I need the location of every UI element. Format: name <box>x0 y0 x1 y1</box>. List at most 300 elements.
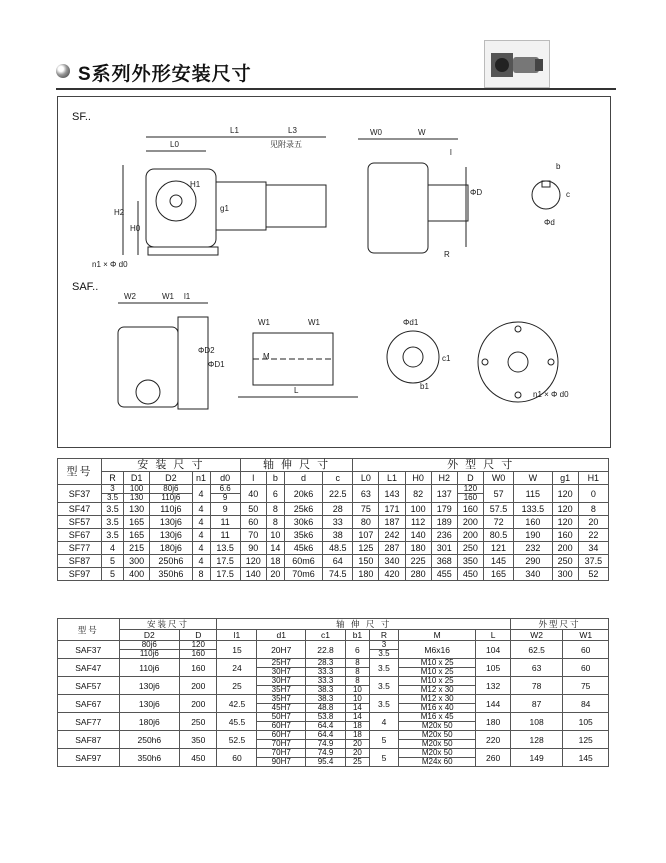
column-header: D2 <box>119 630 180 641</box>
cell-line: M16 x 45 <box>420 712 454 721</box>
table-cell: 300 <box>552 568 578 581</box>
cell-line: M12 x 30 <box>399 685 475 694</box>
svg-text:c: c <box>566 190 570 199</box>
table-cell: 350h6 <box>150 568 192 581</box>
column-header: g1 <box>552 472 578 485</box>
table-cell: 143 <box>379 485 405 503</box>
table-cell: 110j6 <box>119 659 180 677</box>
table-cell: 180j6 <box>150 542 192 555</box>
table-cell: 200 <box>457 516 483 529</box>
cell-line: 45H7 <box>257 703 305 712</box>
table-cell <box>346 695 370 713</box>
table-cell: 121 <box>483 542 513 555</box>
table-cell: 24 <box>217 659 257 677</box>
table-cell <box>257 731 306 749</box>
svg-text:Φd: Φd <box>544 218 555 227</box>
install-dim-header: 安 装 尺 寸 <box>102 459 241 472</box>
table-cell: 20H7 <box>257 641 306 659</box>
table-row <box>58 568 609 581</box>
table-cell: 35k6 <box>284 529 322 542</box>
cell-line: 25 <box>346 757 369 766</box>
svg-text:R: R <box>444 250 450 259</box>
table-cell: 6 <box>266 485 284 503</box>
cell-line: 48.8 <box>306 703 345 712</box>
table-cell: 120 <box>552 516 578 529</box>
svg-text:l1: l1 <box>184 292 191 301</box>
table-cell: 78 <box>510 677 563 695</box>
model-cell: SF67 <box>58 529 102 542</box>
table-cell: 200 <box>552 542 578 555</box>
table-cell: 72 <box>483 516 513 529</box>
table-cell: 187 <box>379 516 405 529</box>
table-cell <box>399 713 476 731</box>
table-cell: 5 <box>102 555 124 568</box>
table-cell: 20 <box>266 568 284 581</box>
table-cell: 0 <box>578 485 608 503</box>
table-cell <box>399 695 476 713</box>
table-row <box>58 529 609 542</box>
cell-line: 8 <box>346 667 369 676</box>
table-cell: 22.5 <box>323 485 353 503</box>
svg-text:ΦD: ΦD <box>470 188 483 197</box>
cell-line: 80j6 <box>141 640 157 649</box>
table-cell: 105 <box>563 713 609 731</box>
table-row <box>58 516 609 529</box>
table-cell: 107 <box>353 529 379 542</box>
table-cell <box>119 641 180 659</box>
column-header: l1 <box>217 630 257 641</box>
table-cell: 3.5 <box>369 695 398 713</box>
table-cell <box>306 659 346 677</box>
svg-text:Φd1: Φd1 <box>403 318 419 327</box>
column-header: L0 <box>353 472 379 485</box>
table-cell: 80 <box>353 516 379 529</box>
product-photo <box>484 40 550 88</box>
sf-label: SF.. <box>72 111 91 123</box>
table-cell: 236 <box>431 529 457 542</box>
table-cell <box>306 695 346 713</box>
svg-text:n1 × Φ d0: n1 × Φ d0 <box>533 390 569 399</box>
column-header: b <box>266 472 284 485</box>
cell-line: M10 x 25 <box>420 658 454 667</box>
table-cell: 25k6 <box>284 503 322 516</box>
column-header: d1 <box>257 630 306 641</box>
table-cell: 30k6 <box>284 516 322 529</box>
cell-line: 14 <box>352 712 362 721</box>
cell-line: 50H7 <box>271 712 291 721</box>
table-cell: 57.5 <box>483 503 513 516</box>
table-cell <box>150 485 192 503</box>
column-header: d <box>284 472 322 485</box>
table-cell <box>369 641 398 659</box>
table-cell: 242 <box>379 529 405 542</box>
table-cell: 130j6 <box>119 695 180 713</box>
table-cell: 4 <box>192 555 210 568</box>
table-cell: 64 <box>323 555 353 568</box>
table-cell: 87 <box>510 695 563 713</box>
table-row <box>58 749 609 767</box>
table-cell: 84 <box>563 695 609 713</box>
table-cell: 20k6 <box>284 485 322 503</box>
cell-line: 8 <box>355 676 360 685</box>
cell-line: 160 <box>180 649 216 658</box>
column-header: d0 <box>210 472 240 485</box>
table-cell: 8 <box>266 503 284 516</box>
table-cell <box>457 485 483 503</box>
cell-line: 120 <box>191 640 205 649</box>
bullet-icon <box>56 64 70 78</box>
cell-line: 74.9 <box>306 739 345 748</box>
column-header: D2 <box>150 472 192 485</box>
table-cell: 37.5 <box>578 555 608 568</box>
saf-label: SAF.. <box>72 281 99 293</box>
table-cell <box>399 659 476 677</box>
table-cell <box>306 677 346 695</box>
table-cell: 4 <box>192 542 210 555</box>
cell-line: 60H7 <box>257 721 305 730</box>
cell-line: M20x 50 <box>421 730 453 739</box>
table-cell <box>399 731 476 749</box>
cell-line: 74.9 <box>317 748 334 757</box>
svg-text:H1: H1 <box>190 180 201 189</box>
table-cell: 100 <box>405 503 431 516</box>
table-cell: 115 <box>514 485 552 503</box>
cell-line: 64.4 <box>306 721 345 730</box>
table-cell: 368 <box>431 555 457 568</box>
table-cell <box>306 731 346 749</box>
cell-line: 53.8 <box>317 712 334 721</box>
table-cell: 45k6 <box>284 542 322 555</box>
table-cell <box>257 713 306 731</box>
table-cell: 52.5 <box>217 731 257 749</box>
cell-line: M20x 50 <box>399 721 475 730</box>
table-cell: 60 <box>240 516 266 529</box>
table-cell: 75 <box>563 677 609 695</box>
table-cell: 42.5 <box>217 695 257 713</box>
table-cell: 120 <box>552 485 578 503</box>
table-cell <box>346 677 370 695</box>
cell-line: 10 <box>346 685 369 694</box>
model-cell: SAF77 <box>58 713 120 731</box>
cell-line: 3 <box>381 640 387 649</box>
table-cell: 34 <box>578 542 608 555</box>
table-cell: 105 <box>476 659 511 677</box>
table-cell <box>399 749 476 767</box>
cell-line: 14 <box>346 703 369 712</box>
table-cell: 180 <box>353 568 379 581</box>
column-header: W2 <box>510 630 563 641</box>
table-cell: 165 <box>124 529 150 542</box>
cell-line: 33.3 <box>317 676 334 685</box>
gearmotor-image-icon <box>485 41 549 87</box>
table-cell: 250h6 <box>119 731 180 749</box>
table-cell: 40 <box>240 485 266 503</box>
column-header: L <box>476 630 511 641</box>
svg-text:W0: W0 <box>370 128 382 137</box>
model-cell: SAF37 <box>58 641 120 659</box>
table-cell: 33 <box>323 516 353 529</box>
table-cell: 4 <box>102 542 124 555</box>
table-cell: 130j6 <box>119 677 180 695</box>
model-cell: SAF67 <box>58 695 120 713</box>
table-cell: 189 <box>431 516 457 529</box>
table-row <box>58 659 609 677</box>
cell-line: 3 <box>110 484 115 493</box>
cell-line: 35H7 <box>271 694 291 703</box>
table-cell: 140 <box>405 529 431 542</box>
cell-line: 33.3 <box>306 667 345 676</box>
cell-line: 38.3 <box>306 685 345 694</box>
table-cell: 140 <box>240 568 266 581</box>
table-cell: 120 <box>552 503 578 516</box>
table-cell: 220 <box>476 731 511 749</box>
table-cell: 250h6 <box>150 555 192 568</box>
table-cell: 145 <box>483 555 513 568</box>
column-header: M <box>399 630 476 641</box>
table-cell: 3.5 <box>369 677 398 695</box>
install-dim-header: 安装尺寸 <box>119 619 217 630</box>
column-header: D1 <box>124 472 150 485</box>
table-row <box>58 503 609 516</box>
table-cell: 104 <box>476 641 511 659</box>
cell-line: 3.5 <box>102 493 123 502</box>
table-cell <box>257 677 306 695</box>
svg-text:W: W <box>418 128 426 137</box>
svg-text:g1: g1 <box>220 204 229 213</box>
table-row <box>58 641 609 659</box>
page-title: S系列外形安装尺寸 <box>78 64 252 85</box>
svg-text:n1 × Φ d0: n1 × Φ d0 <box>92 260 128 269</box>
table-cell: 280 <box>405 568 431 581</box>
column-header: H2 <box>431 472 457 485</box>
table-cell: 250 <box>552 555 578 568</box>
cell-line: M20x 50 <box>399 739 475 748</box>
cell-line: 25H7 <box>271 658 291 667</box>
svg-text:H0: H0 <box>130 224 141 233</box>
model-cell: SF97 <box>58 568 102 581</box>
cell-line: M12 x 30 <box>420 694 454 703</box>
table-cell: 15 <box>217 641 257 659</box>
table-cell: 82 <box>405 485 431 503</box>
table-cell: 4 <box>192 529 210 542</box>
cell-line: M20x 50 <box>421 748 453 757</box>
table-cell: 455 <box>431 568 457 581</box>
cell-line: 3.5 <box>370 649 398 658</box>
table-cell: M6x16 <box>399 641 476 659</box>
column-header: n1 <box>192 472 210 485</box>
svg-text:ΦD2: ΦD2 <box>198 346 215 355</box>
table-cell: 180 <box>476 713 511 731</box>
svg-text:b: b <box>556 162 561 171</box>
table-cell: 200 <box>457 529 483 542</box>
table-cell: 350 <box>180 731 217 749</box>
table-row <box>58 731 609 749</box>
cell-line: M24x 60 <box>399 757 475 766</box>
saf-dimension-table <box>57 618 609 767</box>
cell-line: 110j6 <box>120 649 180 658</box>
table-row <box>58 677 609 695</box>
column-header: W1 <box>563 630 609 641</box>
model-cell: SF77 <box>58 542 102 555</box>
table-cell <box>257 749 306 767</box>
column-header: H0 <box>405 472 431 485</box>
cell-line: 18 <box>346 721 369 730</box>
table-cell: 3.5 <box>102 503 124 516</box>
cell-line: 35H7 <box>257 685 305 694</box>
cell-line: 110j6 <box>150 493 191 502</box>
cell-line: 9 <box>211 493 240 502</box>
table-cell: 5 <box>369 731 398 749</box>
table-cell: 130j6 <box>150 529 192 542</box>
cell-line: 18 <box>352 730 362 739</box>
table-cell: 260 <box>476 749 511 767</box>
table-cell: 144 <box>476 695 511 713</box>
table-cell: 8 <box>578 503 608 516</box>
table-cell: 215 <box>124 542 150 555</box>
model-cell: SAF47 <box>58 659 120 677</box>
table-cell: 225 <box>405 555 431 568</box>
table-cell <box>306 713 346 731</box>
table-cell: 287 <box>379 542 405 555</box>
cell-line: 60H7 <box>271 730 291 739</box>
table-cell <box>346 713 370 731</box>
sf-dimension-table <box>57 458 609 581</box>
cell-line: 20 <box>346 739 369 748</box>
table-cell: 17.5 <box>210 568 240 581</box>
table-cell: 350h6 <box>119 749 180 767</box>
table-cell: 22 <box>578 529 608 542</box>
table-cell: 5 <box>102 568 124 581</box>
table-cell: 90 <box>240 542 266 555</box>
outline-dim-header: 外 型 尺 寸 <box>353 459 609 472</box>
column-header: R <box>102 472 124 485</box>
table-cell: 110j6 <box>150 503 192 516</box>
table-cell: 5 <box>369 749 398 767</box>
column-header: D <box>180 630 217 641</box>
cell-line: 64.4 <box>317 730 334 739</box>
model-header: 型号 <box>58 459 102 485</box>
table-cell: 179 <box>431 503 457 516</box>
table-cell: 400 <box>124 568 150 581</box>
table-cell: 120 <box>240 555 266 568</box>
table-cell: 108 <box>510 713 563 731</box>
table-cell: 74.5 <box>323 568 353 581</box>
table-cell: 60 <box>217 749 257 767</box>
table-cell: 125 <box>563 731 609 749</box>
table-cell: 160 <box>457 503 483 516</box>
table-cell: 125 <box>353 542 379 555</box>
cell-line: 8 <box>355 658 360 667</box>
table-cell: 70 <box>240 529 266 542</box>
cell-line: 30H7 <box>271 676 291 685</box>
svg-text:W1: W1 <box>258 318 270 327</box>
cell-line: 20 <box>352 748 362 757</box>
table-cell: 11 <box>210 516 240 529</box>
cell-line: 70H7 <box>271 748 291 757</box>
table-cell: 420 <box>379 568 405 581</box>
cell-line: 70H7 <box>257 739 305 748</box>
column-header: W0 <box>483 472 513 485</box>
cell-line: M10 x 25 <box>399 667 475 676</box>
table-cell <box>399 677 476 695</box>
table-cell: 3.5 <box>102 529 124 542</box>
svg-text:L3: L3 <box>288 126 297 135</box>
svg-text:M: M <box>263 352 270 361</box>
table-cell: 57 <box>483 485 513 503</box>
table-cell: 250 <box>180 713 217 731</box>
table-cell: 200 <box>180 677 217 695</box>
cell-line: 90H7 <box>257 757 305 766</box>
table-row <box>58 542 609 555</box>
table-cell: 9 <box>210 503 240 516</box>
table-cell: 38 <box>323 529 353 542</box>
table-cell: 300 <box>124 555 150 568</box>
table-cell: 130j6 <box>150 516 192 529</box>
table-cell: 132 <box>476 677 511 695</box>
svg-text:W1: W1 <box>162 292 174 301</box>
table-cell <box>257 695 306 713</box>
technical-drawing <box>57 96 611 448</box>
table-cell: 75 <box>353 503 379 516</box>
shaft-dim-header: 轴 伸 尺 寸 <box>240 459 353 472</box>
table-cell: 4 <box>192 503 210 516</box>
table-cell: 165 <box>483 568 513 581</box>
table-cell: 137 <box>431 485 457 503</box>
column-header: R <box>369 630 398 641</box>
table-cell: 3.5 <box>102 516 124 529</box>
svg-text:W2: W2 <box>124 292 136 301</box>
column-header: l <box>240 472 266 485</box>
model-cell: SF37 <box>58 485 102 503</box>
table-cell: 10 <box>266 529 284 542</box>
table-cell: 45.5 <box>217 713 257 731</box>
column-header: H1 <box>578 472 608 485</box>
model-cell: SAF57 <box>58 677 120 695</box>
table-cell: 133.5 <box>514 503 552 516</box>
table-cell: 130 <box>124 503 150 516</box>
table-cell: 171 <box>379 503 405 516</box>
table-cell <box>306 749 346 767</box>
svg-text:L1: L1 <box>230 126 239 135</box>
model-cell: SAF97 <box>58 749 120 767</box>
cell-line: 10 <box>352 694 362 703</box>
table-cell: 340 <box>514 568 552 581</box>
table-cell: 180j6 <box>119 713 180 731</box>
cell-line: 120 <box>463 484 478 493</box>
cell-line: 95.4 <box>306 757 345 766</box>
table-cell: 200 <box>180 695 217 713</box>
table-cell: 25 <box>217 677 257 695</box>
model-cell: SF87 <box>58 555 102 568</box>
table-cell <box>210 485 240 503</box>
table-cell <box>346 749 370 767</box>
table-cell: 4 <box>369 713 398 731</box>
cell-line: M16 x 40 <box>399 703 475 712</box>
column-header: c1 <box>306 630 346 641</box>
model-cell: SAF87 <box>58 731 120 749</box>
model-cell: SF47 <box>58 503 102 516</box>
table-row <box>58 695 609 713</box>
table-cell: 290 <box>514 555 552 568</box>
shaft-dim-header: 轴 伸 尺 寸 <box>217 619 510 630</box>
table-cell: 160 <box>180 659 217 677</box>
table-row <box>58 555 609 568</box>
table-cell: 18 <box>266 555 284 568</box>
drawing-lines <box>58 97 610 447</box>
table-cell <box>346 659 370 677</box>
table-cell: 8 <box>266 516 284 529</box>
table-cell: 22.8 <box>306 641 346 659</box>
